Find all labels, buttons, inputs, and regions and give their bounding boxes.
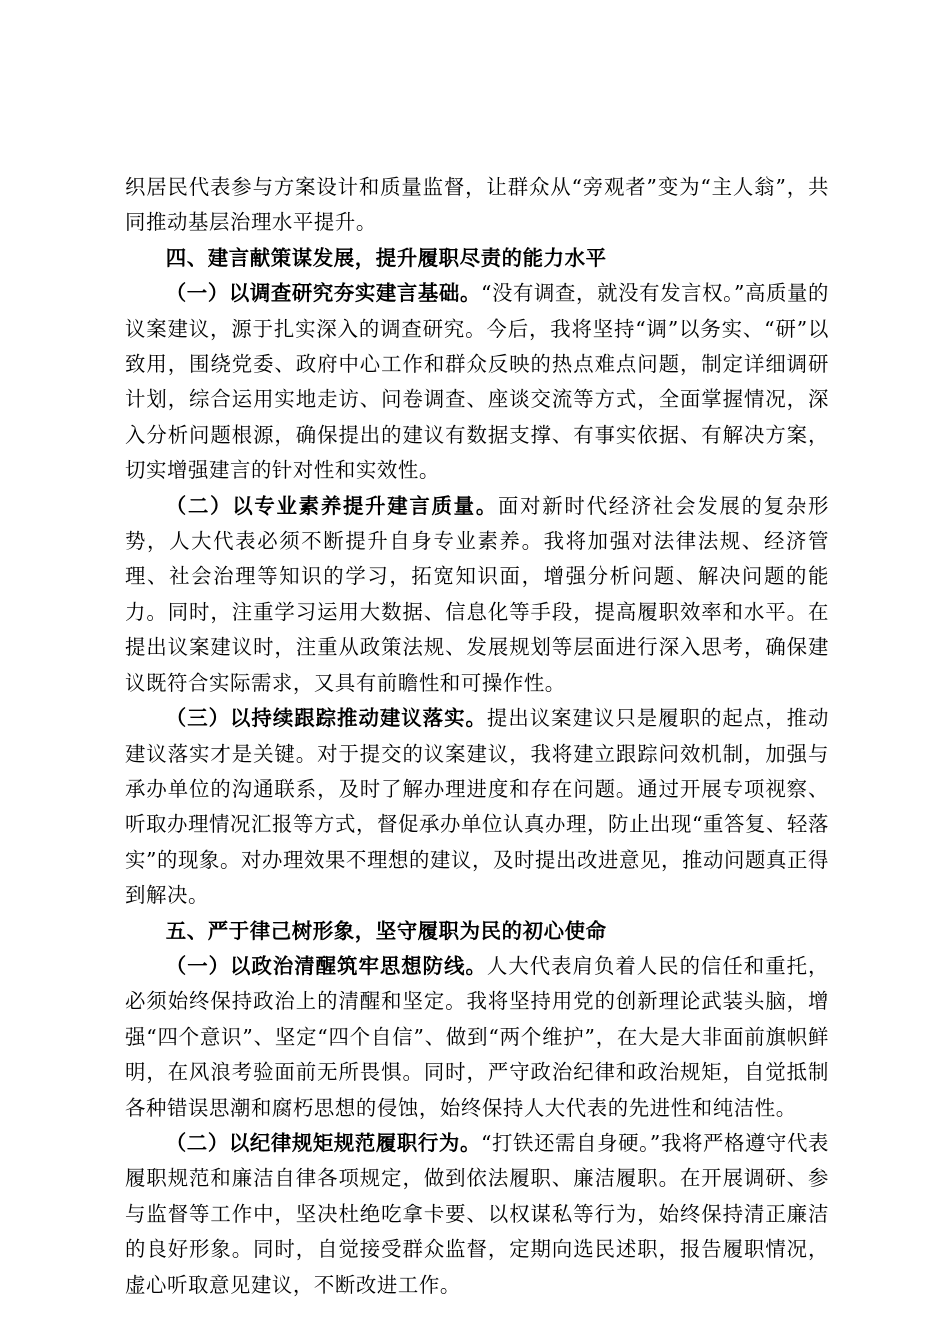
paragraph-lead: （二）以专业素养提升建言质量。: [165, 493, 498, 518]
section-heading-5: [125, 914, 829, 949]
paragraph-4-1: [125, 276, 829, 488]
paragraph-text: 面对新时代经济社会发展的复杂形势，人大代表必须不断提升自身专业素养。我将加强对法律法规、经济管理、社会治理等知识的学习，拓宽知识面，增强分析问题、解决问题的能力。同时，注重学习运用大数据、信息化等手段，提高履职效率和水平。在提出议案建议时，注重从政策法规、发展规划等层面进行深入思考，确保建议既符合实际需求，又具有前瞻性和可操作性。: [125, 493, 830, 695]
paragraph-text: 提出议案建议只是履职的起点，推动建议落实才是关键。对于提交的议案建议，我将建立跟踪问效机制，加强与承办单位的沟通联系，及时了解办理进度和存在问题。通过开展专项视察、听取办理情况汇报等方式，督促承办单位认真办理，防止出现“重答复、轻落实”的现象。对办理效果不理想的建议，及时提出改进意见，推动问题真正得到解决。: [125, 706, 829, 908]
section-heading-text: 五、严于律己树形象，坚守履职为民的初心使命: [165, 918, 607, 943]
paragraph-text: 人大代表肩负着人民的信任和重托，必须始终保持政治上的清醒和坚定。我将坚持用党的创新理论武装头脑，增强“四个意识”、坚定“四个自信”、做到“两个维护”，在大是大非面前旗帜鲜明，在风浪考验面前无所畏惧。同时，严守政治纪律和政治规矩，自觉抵制各种错误思潮和腐朽思想的侵蚀，始终保持人大代表的先进性和纯洁性。: [125, 953, 829, 1120]
paragraph-text: 织居民代表参与方案设计和质量监督，让群众从“旁观者”变为“主人翁”，共同推动基层治理水平提升。: [125, 175, 829, 235]
paragraph-lead: （三）以持续跟踪推动建议落实。: [165, 706, 487, 731]
paragraph-5-1: [125, 949, 829, 1126]
document-body: [125, 170, 829, 1303]
section-heading-text: 四、建言献策谋发展，提升履职尽责的能力水平: [165, 245, 607, 270]
paragraph-lead: （一）以调查研究夯实建言基础。: [165, 281, 481, 306]
paragraph-lead: （一）以政治清醒筑牢思想防线。: [165, 953, 487, 978]
section-heading-4: [125, 241, 829, 276]
paragraph-text: “没有调查，就没有发言权。”高质量的议案建议，源于扎实深入的调查研究。今后，我将坚持“调”以务实、“研”以致用，围绕党委、政府中心工作和群众反映的热点难点问题，制定详细调研计划，综合运用实地走访、问卷调查、座谈交流等方式，全面掌握情况，深入分析问题根源，确保提出的建议有数据支撑、有事实依据、有解决方案，切实增强建言的针对性和实效性。: [125, 281, 830, 483]
paragraph-4-3: [125, 701, 829, 913]
paragraph-continued: [125, 170, 829, 241]
paragraph-4-2: [125, 489, 829, 701]
paragraph-lead: （二）以纪律规矩规范履职行为。: [165, 1130, 481, 1155]
paragraph-5-2: [125, 1126, 829, 1303]
paragraph-text: “打铁还需自身硬。”我将严格遵守代表履职规范和廉洁自律各项规定，做到依法履职、廉洁履职。在开展调研、参与监督等工作中，坚决杜绝吃拿卡要、以权谋私等行为，始终保持清正廉洁的良好形象。同时，自觉接受群众监督，定期向选民述职，报告履职情况，虚心听取意见建议，不断改进工作。: [125, 1130, 830, 1297]
